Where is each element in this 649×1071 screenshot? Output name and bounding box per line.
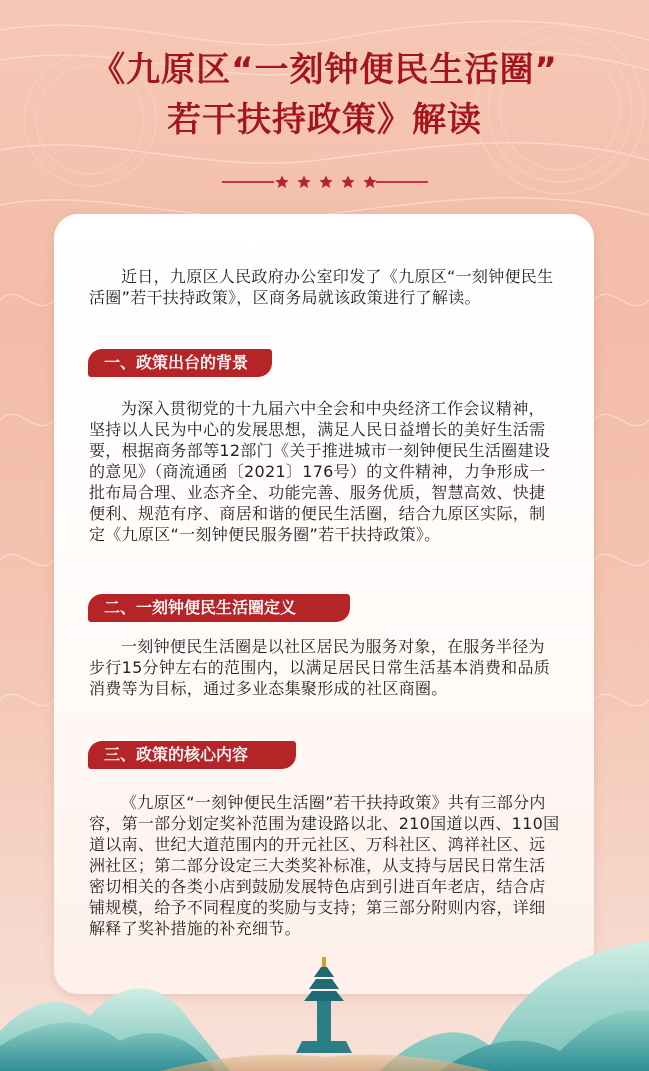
intro-paragraph: 近日，九原区人民政府办公室印发了《九原区“一刻钟便民生活圈”若干扶持政策》，区商务局就该政策进行了解读。: [89, 267, 554, 307]
divider-line-right: [376, 181, 428, 183]
section-heading-background: 一、政策出台的背景: [88, 349, 272, 377]
section-body-background: 为深入贯彻党的十九届六中全会和中央经济工作会议精神，坚持以人民为中心的发展思想，满足人民日益增长的美好生活需要，根据商务部等12部门《关于推进城市一刻钟便民生活圈建设的意见》（商流通函〔2021〕176号）的文件精神，力争形成一批布局合理、业态齐全、功能完善、服务优质，智慧高效、快捷便利、规范有序、商居和谐的便民生活圈，结合九原区实际，制定《九原区“一刻钟便民服务圈”若干扶持政策》。: [89, 399, 551, 544]
pavilion-icon: [296, 957, 352, 1053]
page-title-line-2: 若干扶持政策》解读: [167, 100, 482, 140]
star-icon: [296, 174, 312, 190]
page-title-line-1: 《九原区“一刻钟便民生活圈”: [91, 50, 558, 90]
star-icon: [340, 174, 356, 190]
section-heading-core-content: 三、政策的核心内容: [88, 741, 296, 769]
mountain-landscape-decoration: [0, 881, 649, 1071]
divider-line-left: [222, 181, 274, 183]
section-heading-definition: 二、一刻钟便民生活圈定义: [88, 594, 350, 622]
star-row: [274, 172, 378, 192]
title-divider: [0, 172, 649, 192]
section-body-definition: 一刻钟便民生活圈是以社区居民为服务对象，在服务半径为步行15分钟左右的范围内，以满足居民日常生活基本消费和品质消费等为目标，通过多业态集聚形成的社区商圈。: [89, 637, 551, 698]
star-icon: [318, 174, 334, 190]
section-body-core-content: 《九原区“一刻钟便民生活圈”若干扶持政策》共有三部分内容，第一部分划定奖补范围为建设路以北、210国道以西、110国道以南、世纪大道范围内的开元社区、万科社区、鸿祥社区、远洲社区；第二部分设定三大类奖补标准，从支持与居民日常生活密切相关的各类小店到鼓励发展特色店到引进百年老店，结合店铺规模，给予不同程度的奖励与支持；第三部分附则内容，详细解释了奖补措施的补充细节。: [89, 793, 560, 938]
star-icon: [274, 174, 290, 190]
